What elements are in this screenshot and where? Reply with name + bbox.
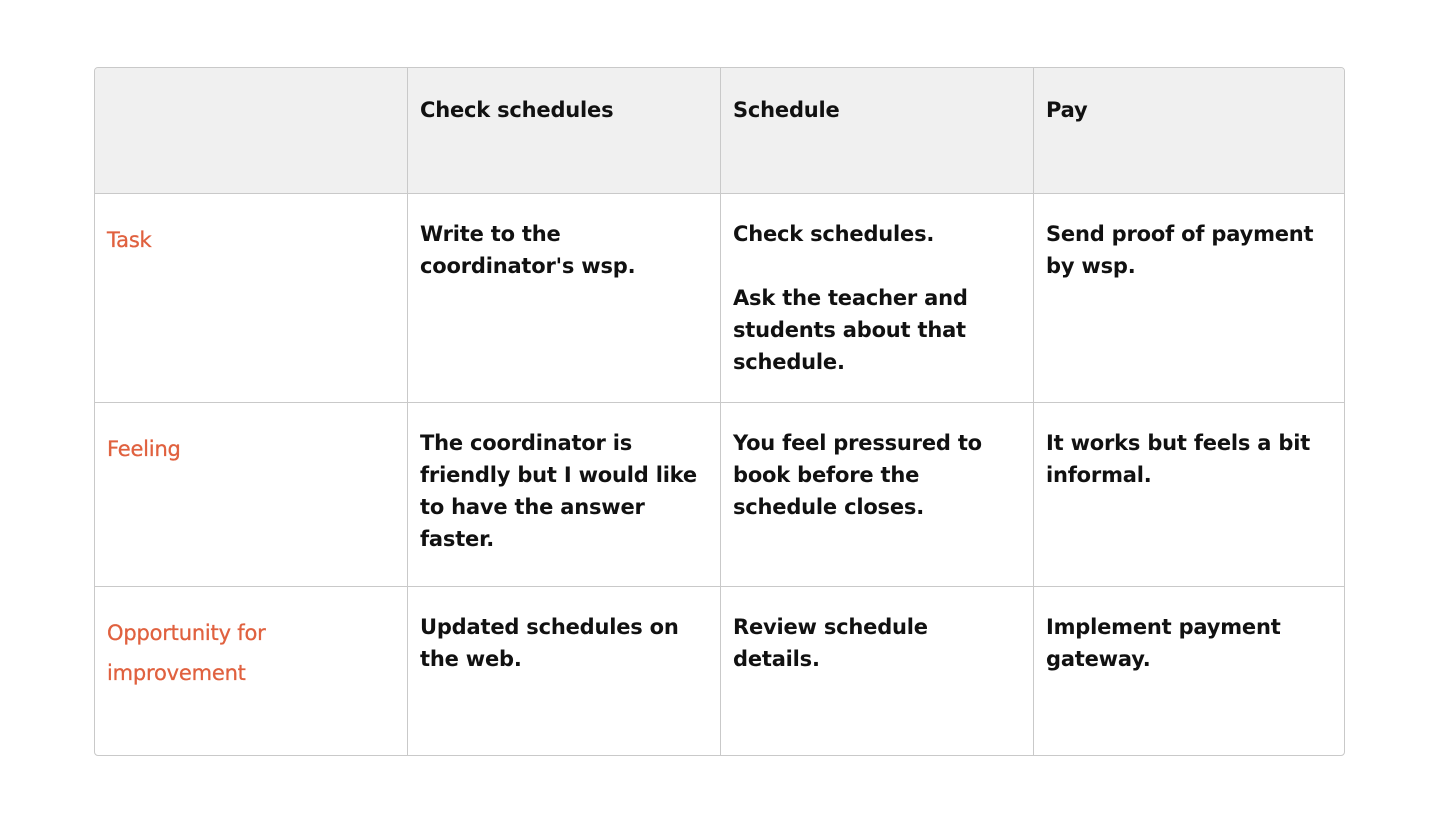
task-pay-cell: Send proof of payment by wsp. [1034,194,1344,403]
feeling-check-schedules-cell: The coordinator is friendly but I would like to have the answer faster. [408,403,721,587]
header-pay: Pay [1034,68,1344,194]
row-label-feeling: Feeling [95,403,408,587]
user-journey-table [94,67,1345,756]
opportunity-schedule-cell: Review schedule details. [721,587,1034,755]
opportunity-pay-cell: Implement payment gateway. [1046,615,1281,671]
row-label-task: Task [95,194,408,403]
header-schedule: Schedule [721,68,1034,194]
row-label-opportunity: Opportunity for improvement [95,587,408,755]
header-empty-cell [95,68,408,194]
opportunity-check-schedules-cell: Updated schedules on the web. [408,587,721,755]
task-schedule-cell: Check schedules. Ask the teacher and students about that schedule. [721,194,1034,403]
task-check-schedules-cell: Write to the coordinator's wsp. [408,194,721,403]
header-check-schedules: Check schedules [408,68,721,194]
feeling-schedule-cell: You feel pressured to book before the schedule closes. [721,403,1034,587]
feeling-pay-cell: It works but feels a bit informal. [1034,403,1344,587]
